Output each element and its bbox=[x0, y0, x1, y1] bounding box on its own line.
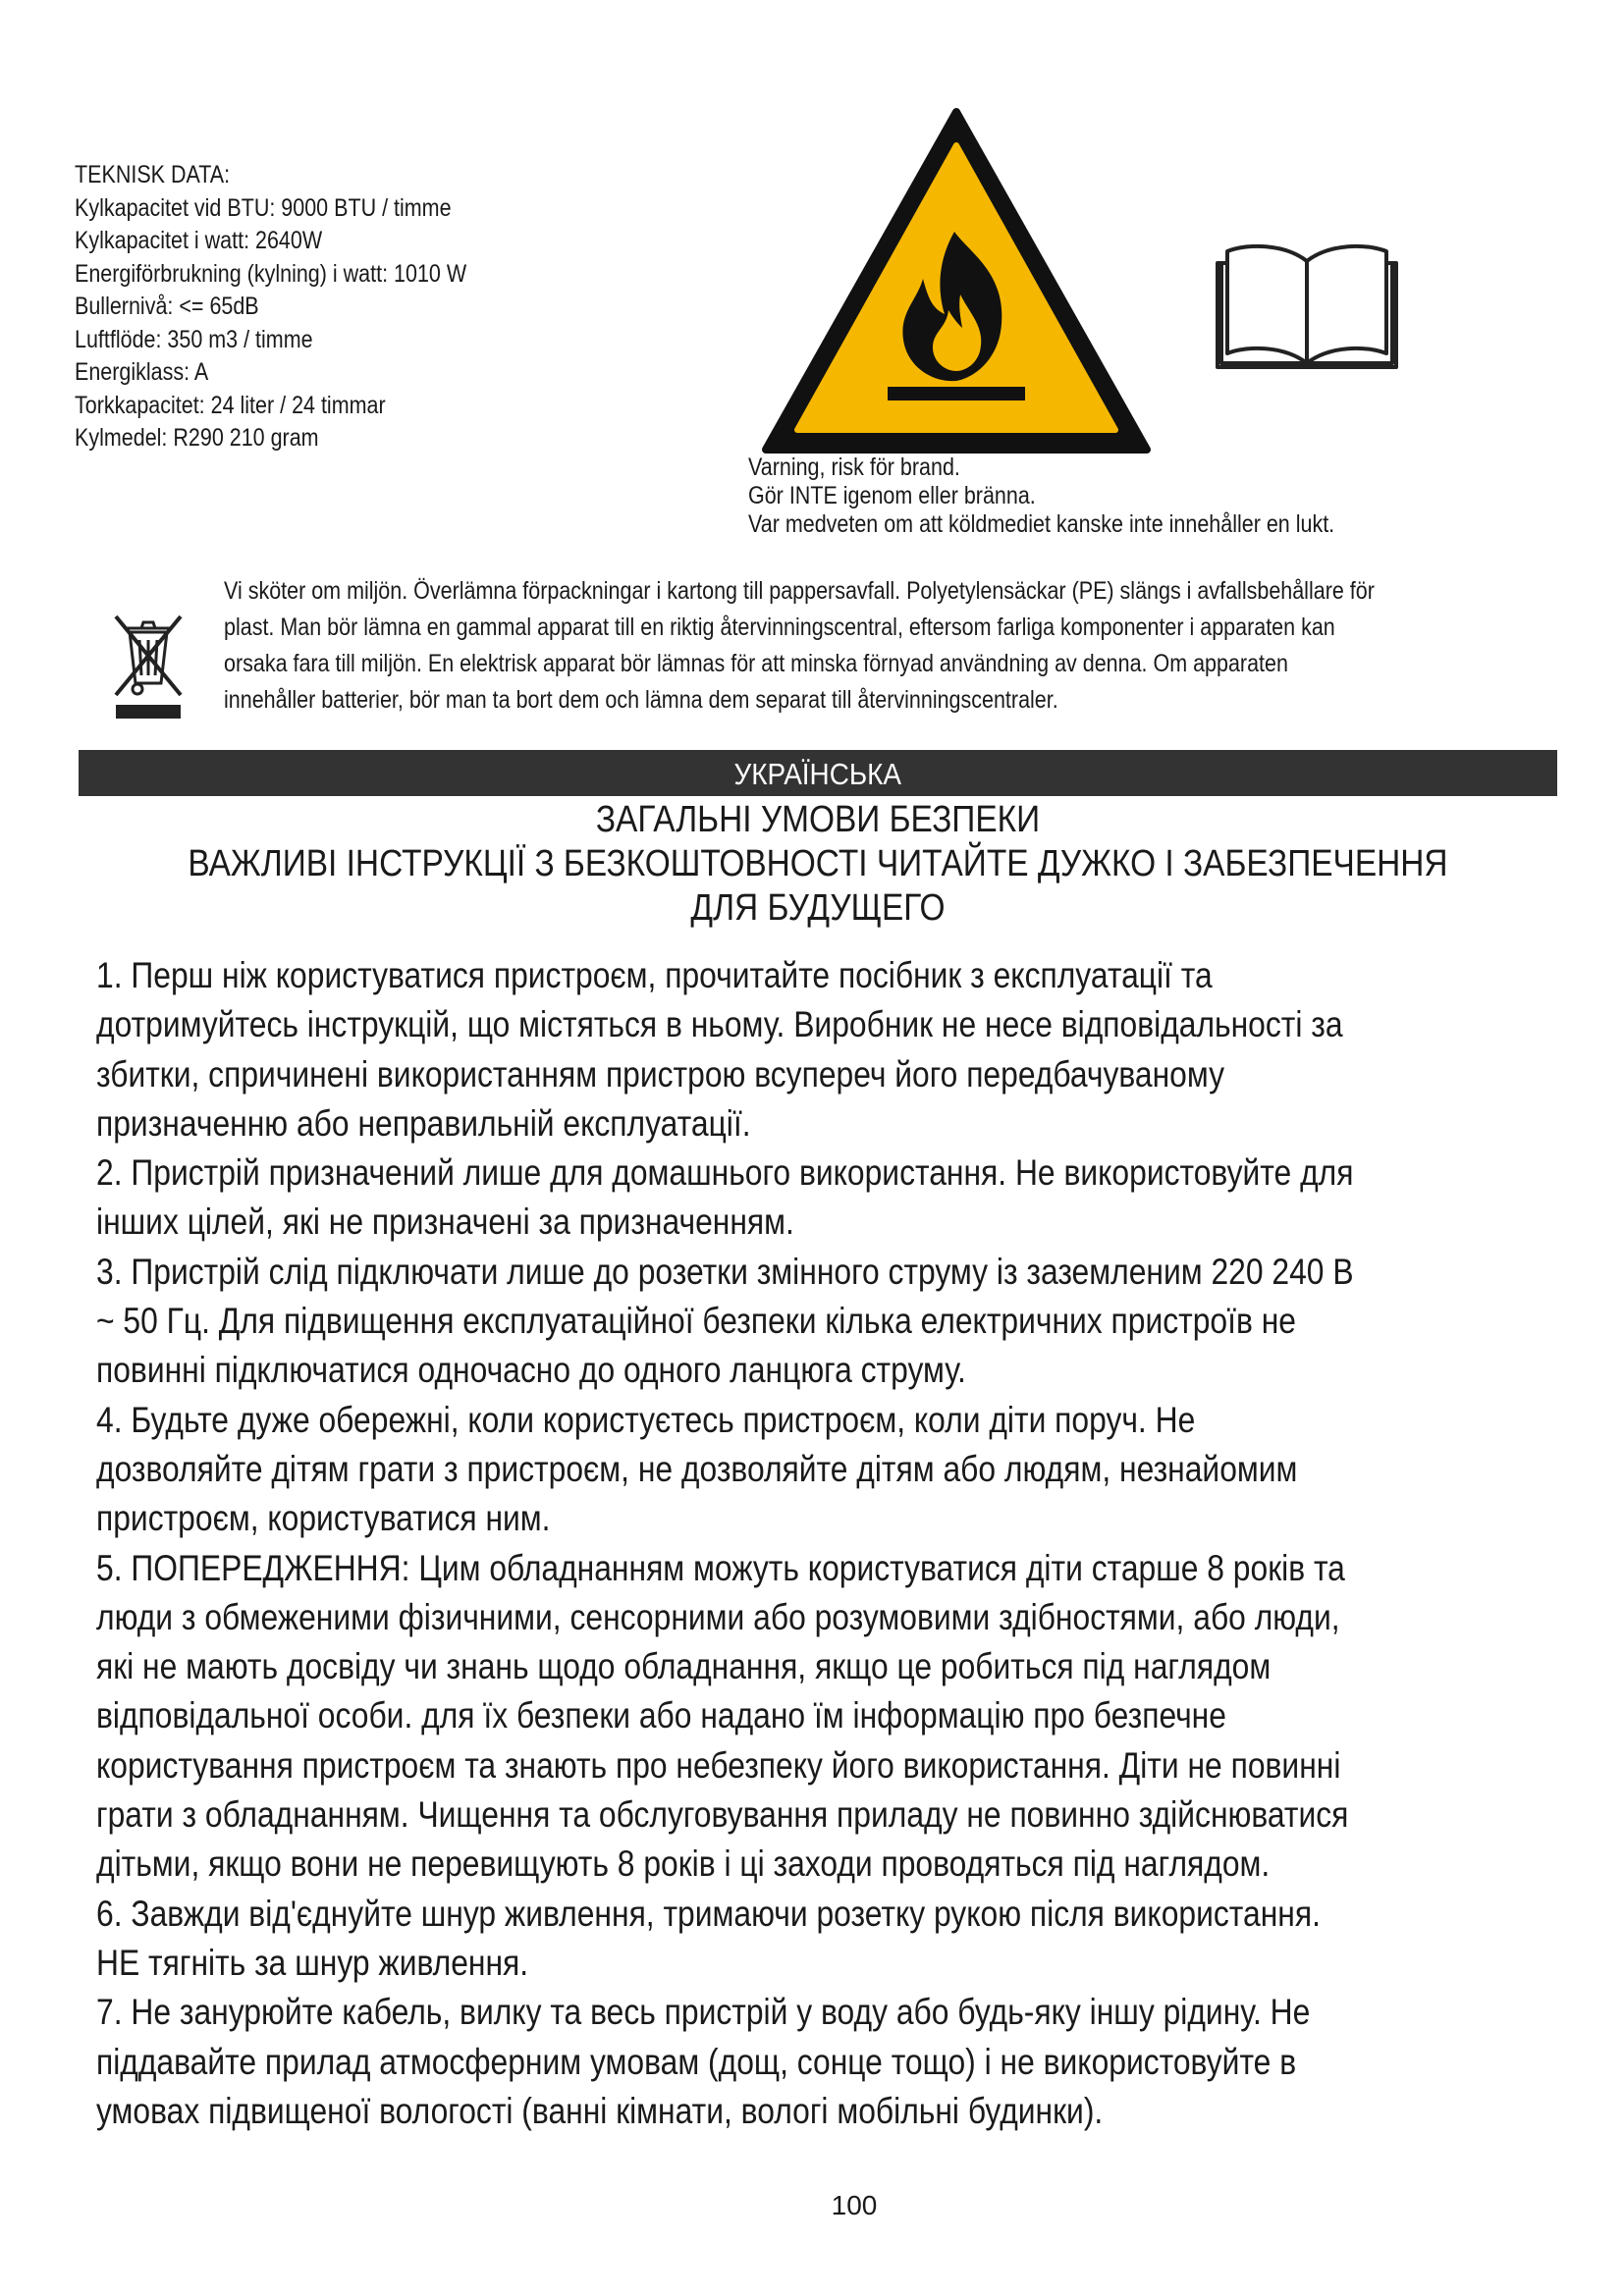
technical-data-line: Energiklass: A bbox=[75, 358, 209, 386]
environment-line: Vi sköter om miljön. Överlämna förpackningar i kartong till pappersavfall. Polyetylensäckar (PE) slängs i avfallsbehållare för bbox=[224, 577, 1375, 605]
instruction-line: люди з обмеженими фізичними, сенсорними або розумовими здібностями, або люди, bbox=[96, 1596, 1340, 1637]
environment-line: orsaka fara till miljön. En elektrisk apparat bör lämnas för att minska förnyad användning av denna. Om apparaten bbox=[224, 650, 1288, 677]
instruction-line: збитки, спричинені використанням пристрою всупереч його передбачуваному bbox=[96, 1053, 1225, 1095]
instruction-line: 7. Не занурюйте кабель, вилку та весь пристрій у воду або будь-яку іншу рідину. Не bbox=[96, 1992, 1311, 2033]
technical-data-line: Kylkapacitet vid BTU: 9000 BTU / timme bbox=[75, 193, 452, 222]
safety-heading bbox=[79, 798, 1557, 931]
technical-data-line: Luftflöde: 350 m3 / timme bbox=[75, 325, 313, 353]
instruction-line: пристроєм, користуватися ним. bbox=[96, 1498, 551, 1539]
environment-notice bbox=[224, 573, 1375, 719]
instruction-line: інших цілей, які не призначені за призначенням. bbox=[96, 1201, 794, 1243]
instruction-line: відповідальної особи. для їх безпеки або надано їм інформацію про безпечне bbox=[96, 1695, 1226, 1736]
environment-line: plast. Man bör lämna en gammal apparat till en riktig återvinningscentral, eftersom farliga komponenter i apparaten kan bbox=[224, 614, 1335, 641]
instruction-line: 3. Пристрій слід підключати лише до розетки змінного струму із заземленим 220 240 В bbox=[96, 1251, 1354, 1292]
instruction-line: користування пристроєм та знають про небезпеку його використання. Діти не повинні bbox=[96, 1744, 1341, 1786]
fire-warning-text bbox=[748, 454, 1334, 539]
instruction-line: умовах підвищеної вологості (ванні кімнати, вологі мобільні будинки). bbox=[96, 2090, 1104, 2131]
instruction-line: НЕ тягніть за шнур живлення. bbox=[96, 1942, 529, 1983]
technical-data-line: Energiförbrukning (kylning) i watt: 1010 W bbox=[75, 259, 467, 288]
instruction-line: призначенню або неправильній експлуатації. bbox=[96, 1102, 751, 1144]
technical-data-block bbox=[75, 159, 466, 455]
instruction-line: дотримуйтесь інструкцій, що містяться в ньому. Виробник не несе відповідальності за bbox=[96, 1004, 1343, 1045]
page-number: 100 bbox=[831, 2190, 878, 2220]
fire-warning-line: Varning, risk för brand. bbox=[748, 454, 960, 481]
language-label: УКРАЇНСЬКА bbox=[733, 757, 902, 791]
fire-warning-line: Gör INTE igenom eller bränna. bbox=[748, 482, 1036, 509]
instruction-line: 4. Будьте дуже обережні, коли користуєтесь пристроєм, коли діти поруч. Не bbox=[96, 1399, 1196, 1440]
environment-line: innehåller batterier, bör man ta bort dem och lämna dem separat till återvinningscentraler. bbox=[224, 686, 1058, 714]
instruction-line: ~ 50 Гц. Для підвищення експлуатаційної безпеки кілька електричних пристроїв не bbox=[96, 1301, 1296, 1342]
fire-warning-line: Var medveten om att köldmediet kanske inte innehåller en lukt. bbox=[748, 510, 1335, 538]
flammable-warning-icon bbox=[760, 106, 1153, 456]
heading-subtitle: ВАЖЛИВІ ІНСТРУКЦІЇ З БЕЗКОШТОВНОСТІ ЧИТАЙТЕ ДУЖКО І ЗАБЕЗПЕЧЕННЯ bbox=[188, 843, 1448, 884]
crossed-out-bin-icon bbox=[110, 611, 187, 721]
safety-instructions bbox=[96, 951, 1354, 2136]
technical-data-title: TEKNISK DATA: bbox=[75, 161, 231, 188]
heading-title: ЗАГАЛЬНІ УМОВИ БЕЗПЕКИ bbox=[595, 799, 1041, 840]
instruction-line: які не мають досвіду чи знань щодо обладнання, якщо це робиться під наглядом bbox=[96, 1646, 1272, 1687]
instruction-line: дітьми, якщо вони не перевищують 8 років і ці заходи проводяться під наглядом. bbox=[96, 1843, 1271, 1885]
technical-data-line: Kylkapacitet i watt: 2640W bbox=[75, 227, 323, 254]
instruction-line: дозволяйте дітям грати з пристроєм, не дозволяйте дітям або людям, незнайомим bbox=[96, 1448, 1298, 1489]
instruction-line: 6. Завжди від'єднуйте шнур живлення, тримаючи розетку рукою після використання. bbox=[96, 1893, 1321, 1934]
technical-data-line: Kylmedel: R290 210 gram bbox=[75, 424, 319, 452]
instruction-line: 5. ПОПЕРЕДЖЕННЯ: Цим обладнанням можуть користуватися діти старше 8 років та bbox=[96, 1547, 1345, 1588]
instruction-line: 1. Перш ніж користуватися пристроєм, прочитайте посібник з експлуатації та bbox=[96, 955, 1213, 995]
technical-data-line: Torkkapacitet: 24 liter / 24 timmar bbox=[75, 391, 386, 419]
open-book-icon bbox=[1214, 240, 1400, 371]
instruction-line: піддавайте прилад атмосферним умовам (дощ, сонце тощо) і не використовуйте в bbox=[96, 2041, 1297, 2082]
instruction-line: 2. Пристрій призначений лише для домашнього використання. Не використовуйте для bbox=[96, 1152, 1354, 1194]
language-section-bar bbox=[79, 750, 1557, 796]
instruction-line: грати з обладнанням. Чищення та обслуговування приладу не повинно здійснюватися bbox=[96, 1794, 1349, 1836]
technical-data-line: Bullernivå: <= 65dB bbox=[75, 293, 259, 320]
instruction-line: повинні підключатися одночасно до одного ланцюга струму. bbox=[96, 1350, 966, 1391]
heading-subtitle: ДЛЯ БУДУЩЕГО bbox=[690, 887, 946, 929]
